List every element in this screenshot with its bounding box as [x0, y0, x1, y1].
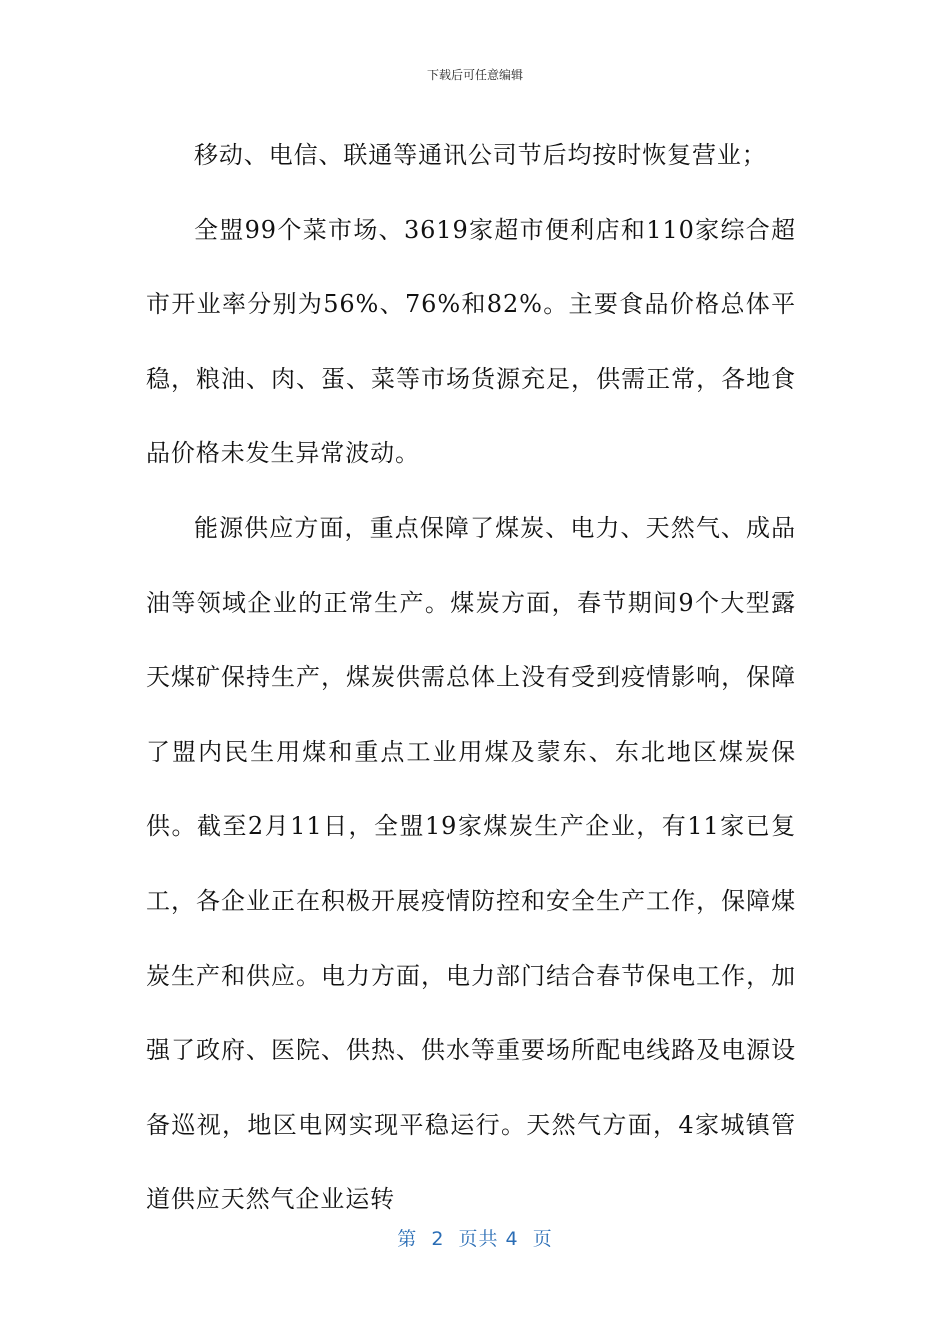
- document-body: [146, 118, 796, 1237]
- paragraph-2: 全盟99个菜市场、3619家超市便利店和110家综合超市开业率分别为56%、76%和82%。主要食品价格总体平稳，粮油、肉、蛋、菜等市场货源充足，供需正常，各地食品价格未发生异常波动。: [146, 215, 796, 468]
- paragraph-3: 能源供应方面，重点保障了煤炭、电力、天然气、成品油等领域企业的正常生产。煤炭方面，春节期间9个大型露天煤矿保持生产，煤炭供需总体上没有受到疫情影响，保障了盟内民生用煤和重点工业用煤及蒙东、东北地区煤炭保供。截至2月11日，全盟19家煤炭生产企业，有11家已复工，各企业正在积极开展疫情防控和安全生产工作，保障煤炭生产和供应。电力方面，电力部门结合春节保电工作，加强了政府、医院、供热、供水等重要场所配电线路及电源设备巡视，地区电网实现平稳运行。天然气方面，4家城镇管道供应天然气企业运转: [146, 513, 796, 1214]
- page-header: 下载后可任意编辑: [426, 68, 523, 82]
- page-footer: 第 2 页共 4 页: [397, 1228, 553, 1250]
- paragraph-1: 移动、电信、联通等通讯公司节后均按时恢复营业；: [194, 141, 767, 169]
